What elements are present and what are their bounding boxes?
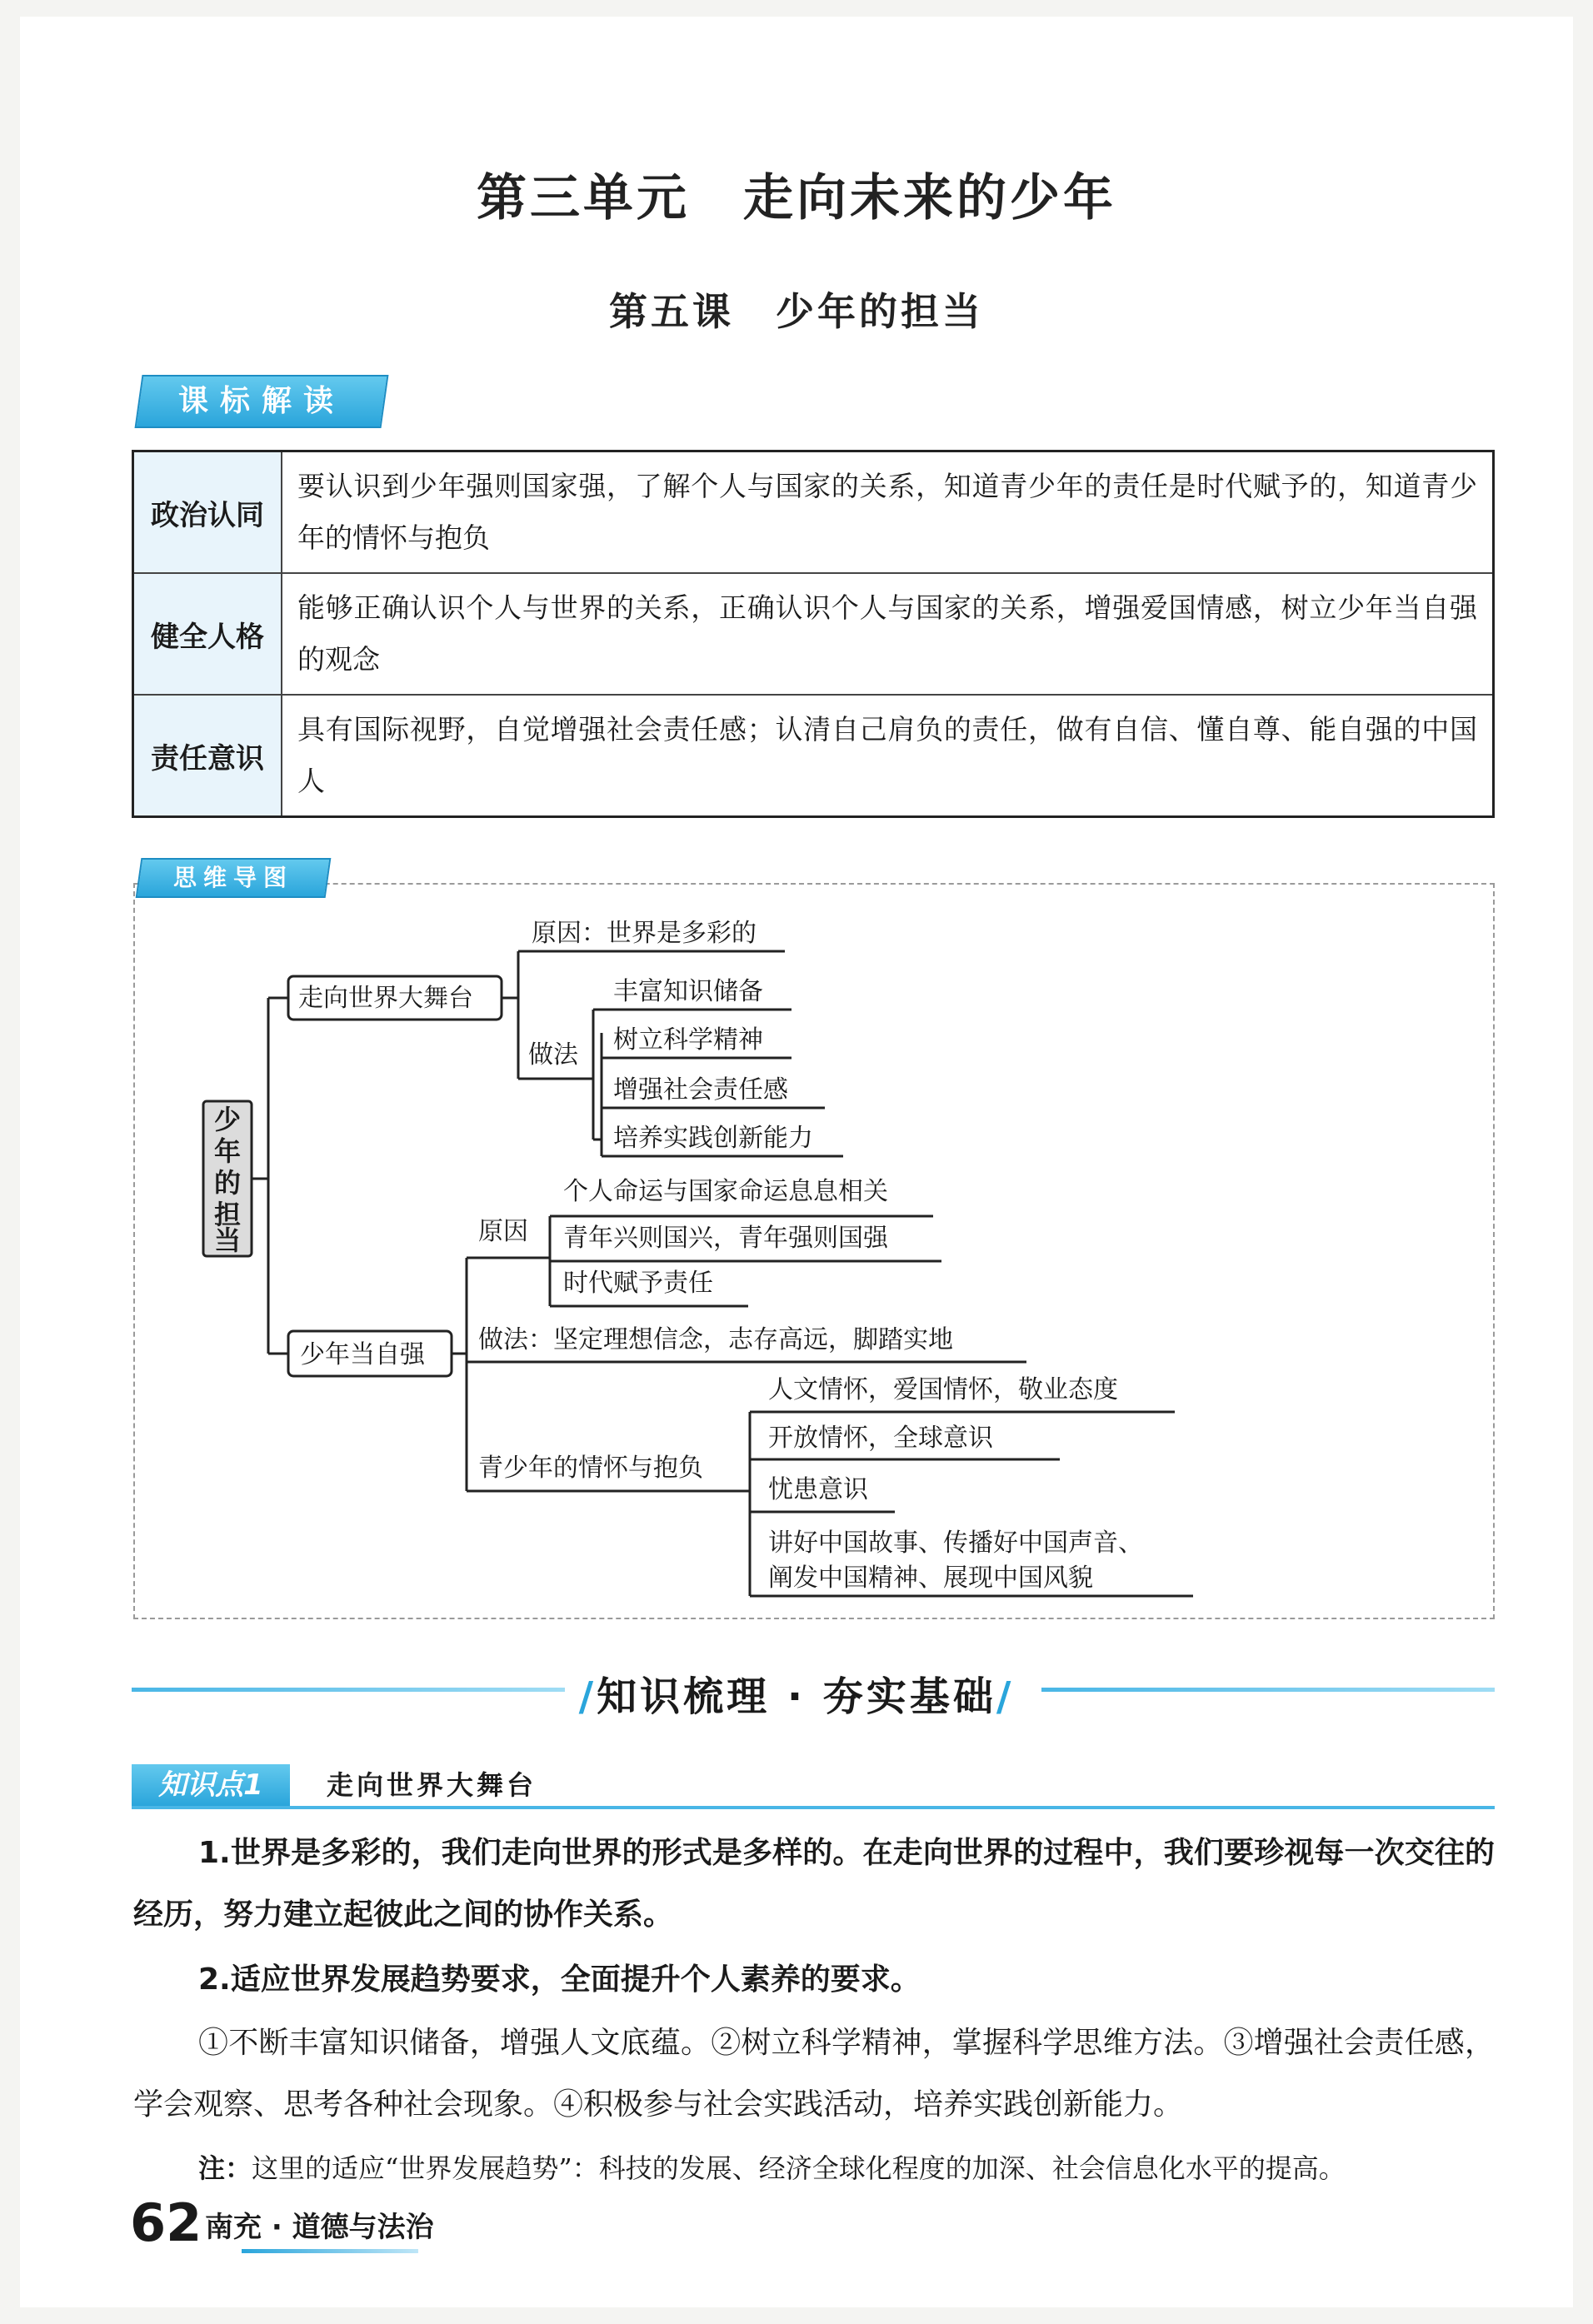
paragraph-3: ①不断丰富知识储备，增强人文底蕴。②树立科学精神，掌握科学思维方法。③增强社会责任感，学会观察、思考各种社会现象。④积极参与社会实践活动，培养实践创新能力。 (133, 2026, 1495, 2122)
mindmap-branch1-connector (502, 951, 527, 1079)
knowledge-banner-label: 知识梳理 · 夯实基础 (597, 1673, 996, 1720)
paragraph-2-text: 适应世界发展趋势要求，全面提升个人素养的要求。 (230, 1962, 921, 1997)
mindmap-root-char: 少 (213, 1104, 242, 1135)
mindmap-reason-item: 青年兴则国兴，青年强则国强 (563, 1224, 888, 1253)
mindmap-feeling-item: 忧患意识 (768, 1475, 868, 1504)
mindmap-feeling-label: 青少年的情怀与抱负 (478, 1454, 703, 1483)
paragraph-1 (133, 1823, 1495, 1946)
mindmap-method-item: 增强社会责任感 (613, 1075, 788, 1105)
unit-title: 第三单元 走向未来的少年 (477, 169, 1116, 227)
mindmap-branch1-label: 走向世界大舞台 (298, 984, 473, 1013)
banner-slash-icon: / (996, 1673, 1015, 1720)
mindmap-branch1-method-label: 做法 (528, 1040, 578, 1070)
knowledge-point-tag: 知识点1 (132, 1764, 290, 1806)
standards-text: 要认识到少年强则国家强，了解个人与国家的关系，知道青少年的责任是时代赋予的，知道青少年的情怀与抱负 (282, 451, 1494, 574)
lesson-title: 第五课 少年的担当 (609, 289, 984, 334)
note-label: 注： (198, 2152, 252, 2184)
page-number: 62 (130, 2192, 202, 2253)
knowledge-point-rule (132, 1806, 1495, 1809)
mindmap-feeling-item: 阐发中国精神、展现中国风貌 (768, 1563, 1093, 1593)
standards-text: 能够正确认识个人与世界的关系，正确认识个人与国家的关系，增强爱国情感，树立少年当自强的观念 (282, 573, 1494, 695)
paragraph-1-num: 1. (198, 1836, 231, 1870)
note (133, 2137, 1495, 2199)
paragraph-2 (198, 1949, 1495, 2011)
mindmap-root-char: 年 (213, 1135, 242, 1167)
mindmap-root-connector (252, 998, 288, 1354)
mindmap-feeling-item: 开放情怀，全球意识 (768, 1424, 993, 1453)
mindmap-method-item: 树立科学精神 (613, 1025, 763, 1055)
mindmap-root-char: 的 (213, 1167, 242, 1199)
footer-rule (242, 2249, 418, 2253)
footer-label: 南充 · 道德与法治 (205, 2211, 434, 2244)
mindmap-reason-item: 个人命运与国家命运息息相关 (563, 1177, 888, 1206)
standards-label: 政治认同 (133, 451, 282, 574)
mindmap-root-char: 当 (213, 1224, 242, 1256)
mindmap-method-item: 丰富知识储备 (613, 977, 763, 1006)
knowledge-banner (0, 1664, 1593, 1722)
mindmap-branch1-reason: 原因：世界是多彩的 (532, 919, 757, 948)
mindmap-branch2-method: 做法：坚定理想信念，志存高远，脚踏实地 (478, 1325, 953, 1354)
standards-text: 具有国际视野，自觉增强社会责任感；认清自己肩负的责任，做有自信、懂自尊、能自强的中国人 (282, 695, 1494, 817)
note-text: 这里的适应“世界发展趋势”：科技的发展、经济全球化程度的加深、社会信息化水平的提高。 (252, 2152, 1346, 2184)
mindmap-branch2-label: 少年当自强 (300, 1340, 425, 1369)
paragraph-1-text: 世界是多彩的，我们走向世界的形式是多样的。在走向世界的过程中，我们要珍视每一次交往的经历，努力建立起彼此之间的协作关系。 (133, 1836, 1495, 1932)
mindmap-feeling-item: 人文情怀，爱国情怀，敬业态度 (768, 1375, 1118, 1404)
paragraph-2-num: 2. (198, 1962, 231, 1997)
mindmap-reason-item: 时代赋予责任 (563, 1269, 713, 1298)
knowledge-point-title: 走向世界大舞台 (327, 1769, 537, 1801)
banner-slash-icon: / (578, 1673, 597, 1720)
standards-label: 健全人格 (133, 573, 282, 695)
standards-label: 责任意识 (133, 695, 282, 817)
mindmap-root-char: 担 (213, 1199, 242, 1230)
mindmap-method-connector (527, 1010, 602, 1140)
mindmap-feeling-item: 讲好中国故事、传播好中国声音、 (768, 1529, 1143, 1558)
mindmap-method-item: 培养实践创新能力 (613, 1124, 813, 1153)
mindmap-branch2-reason-label: 原因 (478, 1217, 528, 1246)
section-tag-standards-label: 课标解读 (177, 384, 345, 418)
section-tag-mindmap-label: 思维导图 (172, 864, 293, 891)
